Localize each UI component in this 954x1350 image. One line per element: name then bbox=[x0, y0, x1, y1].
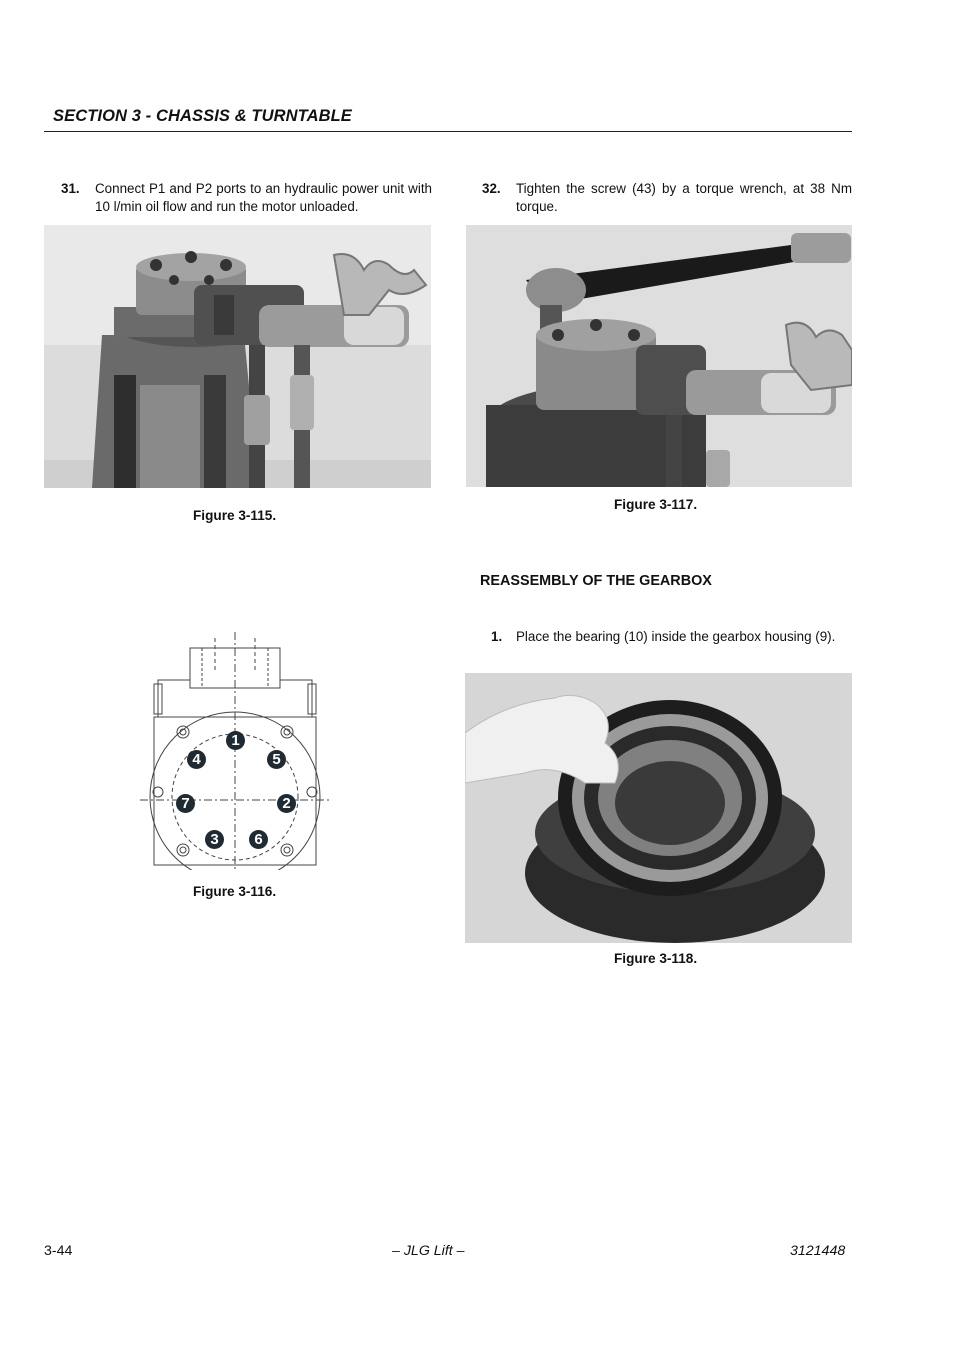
bolt-marker-7: 7 bbox=[176, 794, 195, 813]
figure-116-diagram bbox=[140, 632, 330, 870]
bolt-marker-6: 6 bbox=[249, 830, 268, 849]
motor-hydraulic-photo bbox=[44, 225, 431, 488]
step-32-text: Tighten the screw (43) by a torque wrench, at 38 Nm torque. bbox=[516, 181, 852, 214]
section-heading: REASSEMBLY OF THE GEARBOX bbox=[480, 573, 712, 589]
step-1-text: Place the bearing (10) inside the gearbox housing (9). bbox=[516, 629, 836, 644]
bolt-marker-5: 5 bbox=[267, 750, 286, 769]
bolt-marker-4: 4 bbox=[187, 750, 206, 769]
step-1 bbox=[491, 628, 852, 668]
bolt-marker-1: 1 bbox=[226, 731, 245, 750]
figure-117-caption: Figure 3-117. bbox=[614, 497, 698, 512]
footer-doc-number: 3121448 bbox=[790, 1243, 846, 1259]
bearing-housing-photo bbox=[465, 673, 852, 943]
step-1-number: 1. bbox=[491, 629, 503, 644]
figure-118-caption: Figure 3-118. bbox=[614, 951, 698, 966]
step-31 bbox=[61, 180, 432, 220]
section-title: SECTION 3 - CHASSIS & TURNTABLE bbox=[53, 107, 352, 125]
header-rule bbox=[44, 131, 852, 132]
bolt-marker-3: 3 bbox=[205, 830, 224, 849]
figure-118-photo bbox=[465, 673, 852, 943]
figure-116-caption: Figure 3-116. bbox=[193, 884, 277, 899]
bolt-marker-2: 2 bbox=[277, 794, 296, 813]
figure-115-caption: Figure 3-115. bbox=[193, 508, 277, 523]
step-32-number: 32. bbox=[482, 181, 501, 196]
footer-publisher: – JLG Lift – bbox=[392, 1243, 465, 1259]
step-31-number: 31. bbox=[61, 181, 80, 196]
figure-117-photo bbox=[466, 225, 852, 487]
step-32 bbox=[482, 180, 852, 220]
footer-page-number: 3-44 bbox=[44, 1243, 73, 1259]
step-31-text: Connect P1 and P2 ports to an hydraulic power unit with 10 l/min oil flow and run the motor unloaded. bbox=[95, 181, 432, 214]
figure-115-photo bbox=[44, 225, 431, 488]
bolt-sequence-drawing bbox=[140, 632, 330, 870]
torque-wrench-photo bbox=[466, 225, 852, 487]
